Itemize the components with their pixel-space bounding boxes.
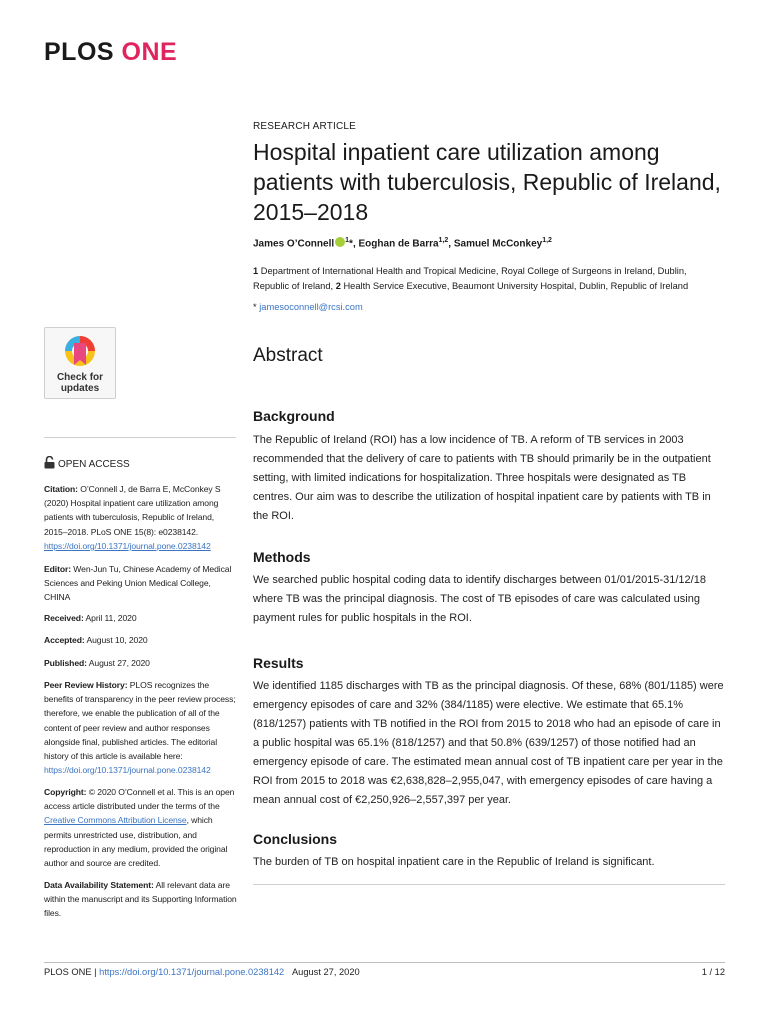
background-text: The Republic of Ireland (ROI) has a low incidence of TB. A reform of TB services in 2003 recommended that the delivery of care to patients with TB should primarily be in the outpatient setting, with limited indications for hospitalization. Three hospitals were designated as TB centres. Our aim was to describe the utilization of hospital inpatient care by patients with TB in the ROI. — [253, 434, 711, 522]
citation-block — [44, 482, 239, 553]
copyright-text-2: , which permits unrestricted use, distribution, and reproduction in any medium, provided the original author and source are credited. — [44, 815, 228, 869]
affil-2-num: 2 — [335, 280, 341, 291]
methods-heading: Methods — [253, 549, 311, 565]
article-type: RESEARCH ARTICLE — [253, 121, 357, 132]
accepted-date: August 10, 2020 — [86, 635, 148, 645]
copyright-label: Copyright: — [44, 787, 87, 797]
check-for-updates-badge[interactable] — [44, 327, 116, 399]
received-block — [44, 611, 239, 625]
footer-separator: | — [94, 967, 97, 977]
citation-label: Citation: — [44, 484, 78, 494]
logo-one: ONE — [121, 38, 178, 66]
badge-text — [45, 372, 115, 394]
badge-line-2: updates — [60, 383, 100, 394]
footer-journal: PLOS ONE — [44, 967, 92, 977]
peer-review-text: PLOS recognizes the benefits of transparency in the peer review process; therefore, we enable the publication of all of the content of peer review and author responses alongside final, published articles. The editorial history of this article is available here: — [44, 680, 236, 762]
peer-review-label: Peer Review History: — [44, 680, 128, 690]
open-access-text: OPEN ACCESS — [58, 459, 130, 470]
abstract-heading: Abstract — [253, 345, 323, 366]
data-availability-text: All relevant data are within the manuscript and its Supporting Information files. — [44, 880, 237, 919]
published-date: August 27, 2020 — [88, 658, 150, 668]
author-3-affil: 1,2 — [542, 237, 552, 244]
published-block — [44, 656, 239, 670]
page-number: 1 / 12 — [701, 967, 725, 977]
author-2[interactable]: Eoghan de Barra — [358, 238, 439, 250]
editor-text: Wen-Jun Tu, Chinese Academy of Medical Sciences and Peking Union Medical College, CHINA — [44, 564, 232, 603]
affil-1-num: 1 — [253, 266, 259, 276]
citation-doi-link[interactable]: https://doi.org/10.1371/journal.pone.0238142 — [44, 540, 211, 551]
results-text: We identified 1185 discharges with TB as the principal diagnosis. Of these, 68% (801/1185) were emergency episodes of care and 32% (384/1185) were elective. We estimate that 65.1% (818/1257) patients with TB notified in the ROI from 2015 to 2018 who had an episode of care in a public hospital was 65.1% (818/1257) and that 50.8% (639/1257) of those notified had an emergency episode of care. The estimated mean annual cost of TB inpatient care per year in the ROI from 2015 to 2018 was €2,638,828–2,955,047, with emergency episodes of care having a mean annual cost of €2,250,926–2,557,397 per year. — [253, 680, 724, 806]
author-1-star: * — [349, 238, 353, 250]
copyright-text-1: © 2020 O’Connell et al. This is an open access article distributed under the terms of the — [44, 787, 235, 812]
peer-review-link[interactable]: https://doi.org/10.1371/journal.pone.0238142 — [44, 765, 211, 776]
author-3[interactable]: Samuel McConkey — [453, 238, 543, 250]
conclusions-heading: Conclusions — [253, 831, 338, 847]
badge-line-1: Check for — [56, 372, 104, 383]
author-2-affil: 1,2 — [438, 237, 449, 244]
editor-label: Editor: — [44, 564, 71, 574]
affil-2-text: Health Service Executive, Beaumont University Hospital, Dublin, Republic of Ireland — [343, 280, 689, 291]
citation-text: O’Connell J, de Barra E, McConkey S (2020) Hospital inpatient care utilization among patients with tuberculosis, Republic of Ireland, 2015–2018. PLoS ONE 15(8): e0238142. — [44, 484, 221, 537]
article-title: Hospital inpatient care utilization among patients with tuberculosis, Republic of Ireland, 2015–2018 — [253, 139, 721, 225]
license-link[interactable]: Creative Commons Attribution License — [44, 815, 187, 826]
orcid-icon[interactable] — [335, 237, 345, 247]
background-heading: Background — [253, 408, 335, 424]
page-footer — [44, 967, 360, 977]
received-date: April 11, 2020 — [85, 613, 137, 623]
results-heading: Results — [253, 655, 304, 671]
footer-divider — [44, 962, 725, 963]
corresponding-email — [253, 302, 363, 312]
email-star: * — [253, 302, 257, 312]
sidebar-divider — [44, 437, 236, 438]
published-label: Published: — [44, 658, 87, 668]
accepted-block — [44, 633, 239, 647]
author-list: James O’Connell $^1$*, Eoghan de Barra$^{1,2}$, Samuel McConkey$^{1,2}$ — [253, 237, 552, 250]
email-link[interactable]: jamesoconnell@rcsi.com — [259, 302, 363, 312]
open-lock-icon — [44, 456, 55, 472]
received-label: Received: — [44, 613, 84, 623]
editor-block — [44, 562, 239, 605]
abstract-divider — [253, 884, 725, 885]
footer-doi-link[interactable]: https://doi.org/10.1371/journal.pone.0238142 — [99, 967, 285, 977]
author-1-affil: 1 — [345, 237, 350, 244]
logo-plos: PLOS — [44, 38, 115, 66]
author-1[interactable]: James O’Connell — [253, 238, 335, 250]
accepted-label: Accepted: — [44, 635, 85, 645]
crossmark-icon — [64, 335, 96, 371]
peer-review-block — [44, 678, 239, 777]
data-availability-label: Data Availability Statement: — [44, 880, 154, 890]
open-access-label — [44, 456, 130, 472]
affiliations — [253, 264, 723, 293]
conclusions-text: The burden of TB on hospital inpatient care in the Republic of Ireland is significant. — [253, 856, 655, 868]
journal-logo — [44, 38, 177, 67]
footer-date: August 27, 2020 — [291, 967, 360, 977]
methods-text: We searched public hospital coding data to identify discharges between 01/01/2015-31/12/18 where TB was the principal diagnosis. The cost of TB episodes of care was calculated using payment rules for public hospitals in the ROI. — [253, 574, 706, 624]
data-availability-block — [44, 878, 239, 921]
affil-1-text: Department of International Health and Tropical Medicine, Royal College of Surgeons in Ireland, Dublin, Republic of Ireland, — [253, 266, 687, 291]
copyright-block — [44, 785, 239, 870]
